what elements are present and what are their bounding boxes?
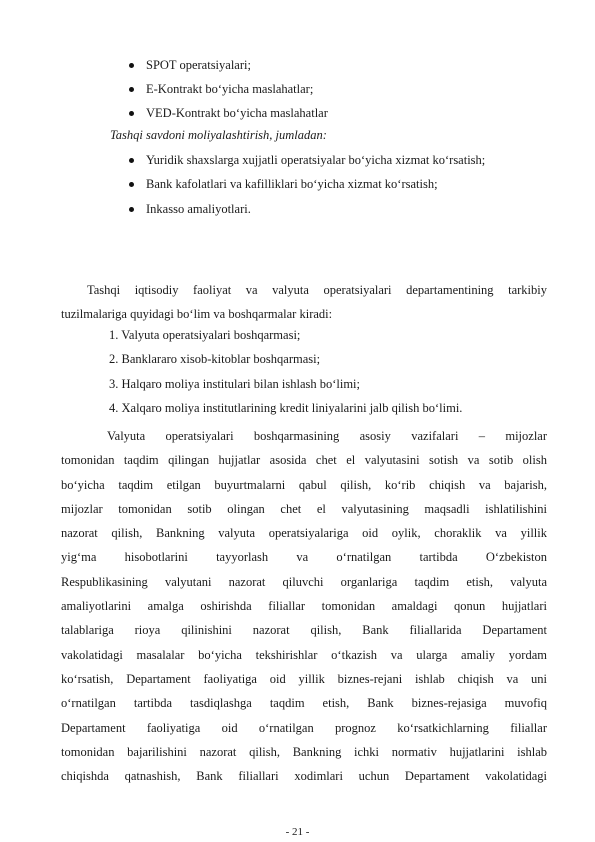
paragraph-line: Respublikasining valyutani nazorat qiluvchi organlariga taqdim etish, valyuta: [61, 574, 547, 589]
paragraph-line: tomonidan bajarilishini nazorat qilish, Bankning ichki normativ hujjatlarini ishlab: [61, 744, 547, 759]
paragraph-line: tuzilmalariga quyidagi bo‘lim va boshqarmalar kiradi:: [61, 307, 333, 322]
paragraph-line: o‘rnatilgan tartibda tasdiqlashga taqdim etish, Bank biznes-rejasiga muvofiq: [61, 696, 547, 711]
numbered-item: 1. Valyuta operatsiyalari boshqarmasi;: [109, 328, 301, 342]
paragraph-line: talablariga rioya qilinishini nazorat qilish, Bank filiallarida Departament: [61, 623, 547, 638]
bullet-dot-icon: [129, 158, 134, 163]
paragraph-line: mijozlar tomonidan sotib olingan chet el valyutasining maqsadli ishlatilishini: [61, 501, 547, 516]
paragraph-main: [61, 424, 547, 788]
paragraph-line: Tashqi iqtisodiy faoliyat va valyuta operatsiyalari departamentining tarkibiy: [87, 283, 547, 297]
paragraph-intro: [61, 278, 547, 327]
page-number: - 21 -: [285, 826, 310, 838]
bullet-dot-icon: [129, 87, 134, 92]
paragraph-line: Departament faoliyatiga oid o‘rnatilgan prognoz ko‘rsatkichlarning filiallar: [61, 720, 547, 735]
numbered-item: 2. Banklararo xisob-kitoblar boshqarmasi;: [109, 352, 321, 366]
bullet-dot-icon: [129, 63, 134, 68]
paragraph-line: Valyuta operatsiyalari boshqarmasining asosiy vazifalari – mijozlar: [107, 429, 547, 443]
paragraph-line: tomonidan taqdim qilingan hujjatlar asosida chet el valyutasini sotish va sotib olish: [61, 453, 547, 468]
paragraph-line: nazorat qilish, Bankning valyuta operatsiyalariga oid oylik, choraklik va yillik: [61, 526, 547, 541]
paragraph-line: vakolatidagi masalalar bo‘yicha tekshirishlar o‘tkazish va ularga amaliy yordam: [61, 647, 547, 662]
paragraph-line: yig‘ma hisobotlarini tayyorlash va o‘rnatilgan tartibda O‘zbekiston: [61, 550, 547, 565]
paragraph-line: bo‘yicha taqdim etilgan buyurtmalarni qabul qilish, ko‘rib chiqish va bajarish,: [61, 477, 547, 492]
paragraph-line: chiqishda qatnashish, Bank filiallari xodimlari uchun Departament vakolatidagi: [61, 769, 547, 784]
numbered-item: 4. Xalqaro moliya institutlarining kredit liniyalarini jalb qilish bo‘limi.: [109, 401, 463, 415]
bullet-dot-icon: [129, 207, 134, 212]
numbered-item: 3. Halqaro moliya institulari bilan ishlash bo‘limi;: [109, 377, 361, 391]
bullet-dot-icon: [129, 111, 134, 116]
section-subheading: Tashqi savdoni moliyalashtirish, jumladan:: [110, 128, 327, 142]
bullet-dot-icon: [129, 182, 134, 187]
paragraph-line: amaliyotlarini amalga oshirishda filiallar tomonidan amaldagi qonun hujjatlari: [61, 599, 547, 614]
paragraph-line: ko‘rsatish, Departament faoliyatiga oid yillik biznes-rejani ishlab chiqish va uni: [61, 671, 547, 686]
